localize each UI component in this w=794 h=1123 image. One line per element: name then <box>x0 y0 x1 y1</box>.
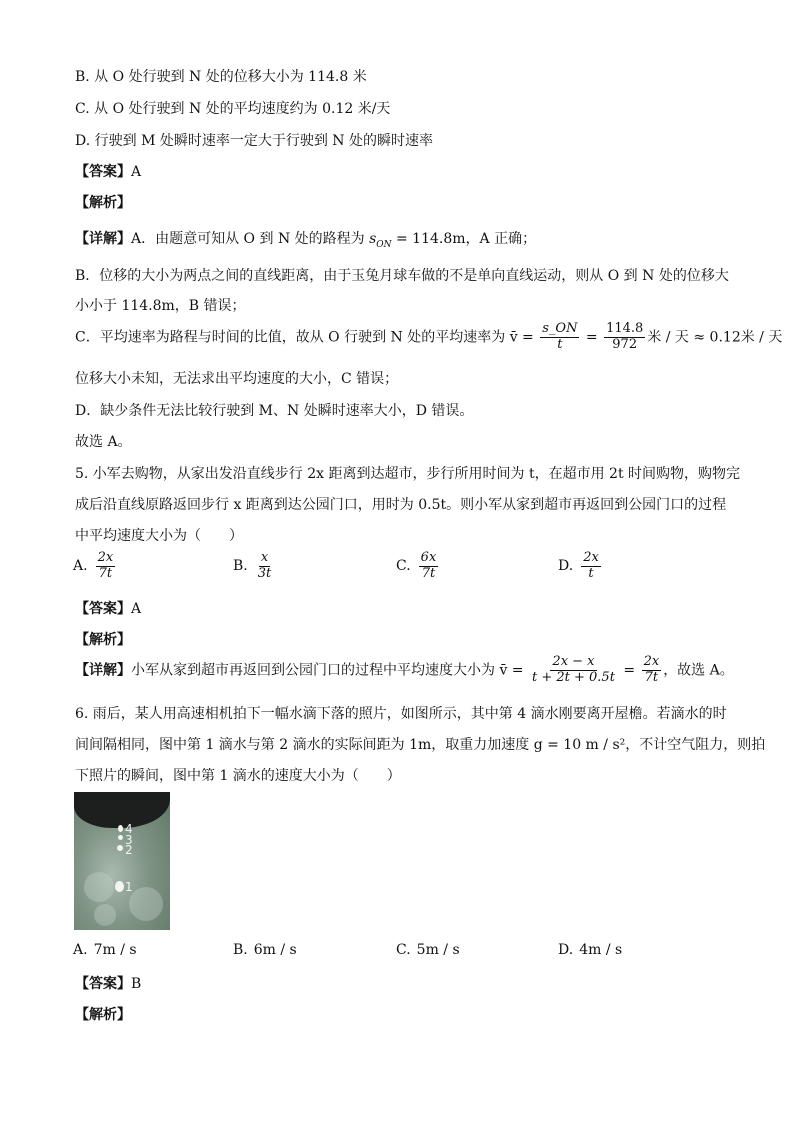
detail-tag: 【详解】 <box>75 231 131 247</box>
q5-option-a <box>73 551 117 582</box>
answer-value: A <box>131 164 142 180</box>
q6-stem-3: 下照片的瞬间，图中第 1 滴水的速度大小为（ ） <box>75 768 401 784</box>
detail-a-subscript: ON <box>376 239 392 250</box>
drop-label-4: 4 <box>125 822 133 836</box>
q5-analysis-tag: 【解析】 <box>75 632 131 648</box>
option-label: D. <box>558 942 574 958</box>
detail-c-post: 米 / 天 ≈ 0.12米 / 天 <box>647 329 783 346</box>
option-text: 5m / s <box>416 942 460 958</box>
answer-tag: 【答案】 <box>75 164 131 180</box>
q5-stem-2: 成后沿直线原路返回步行 x 距离到达公园门口，用时为 0.5t。则小军从家到超市再返回到公园门口的过程 <box>75 497 727 513</box>
option-text: 7m / s <box>93 942 137 958</box>
q4-detail-b-2: 小小于 114.8m，B 错误； <box>75 298 246 314</box>
q4-option-b: B. 从 O 处行驶到 N 处的位移大小为 114.8 米 <box>75 69 367 85</box>
detail-a-text: A．由题意可知从 O 到 N 处的路程为 <box>131 231 370 247</box>
detail-c-text: C．平均速率为路程与时间的比值，故从 O 行驶到 N 处的平均速率为 v̄ = <box>75 329 539 346</box>
option-text: 6m / s <box>253 942 297 958</box>
answer-tag: 【答案】 <box>75 601 131 617</box>
detail-a-value: = 114.8m <box>391 231 466 247</box>
water-drop-2 <box>117 845 123 851</box>
water-drop-3 <box>118 835 123 840</box>
bokeh-blob <box>129 887 163 921</box>
fraction-numerator: x <box>260 550 269 565</box>
option-label: C. <box>396 558 411 575</box>
drop-label-3: 3 <box>125 833 133 847</box>
fraction-numerator: 2x − x <box>552 654 595 669</box>
fraction-value <box>604 322 645 353</box>
fraction-numerator: s_ON <box>542 321 578 336</box>
fraction-denominator: t <box>557 336 563 352</box>
q6-stem-1: 6. 雨后，某人用高速相机拍下一幅水滴下落的照片，如图所示，其中第 4 滴水刚要离开屋檐。若滴水的时 <box>75 706 727 722</box>
fraction-denominator: 972 <box>612 336 638 352</box>
q4-conclusion: 故选 A。 <box>75 434 132 450</box>
detail-a-post: ，A 正确； <box>465 231 537 247</box>
option-label: D. <box>558 558 574 575</box>
fraction-denominator: t + 2t + 0.5t <box>532 669 615 685</box>
option-label: A. <box>73 558 88 575</box>
q5-option-c <box>396 551 440 582</box>
q4-option-c: C. 从 O 处行驶到 N 处的平均速度约为 0.12 米/天 <box>75 101 391 117</box>
detail-a-symbol: s <box>369 231 377 247</box>
eave-shape <box>74 792 170 828</box>
q4-analysis-tag: 【解析】 <box>75 195 131 211</box>
fraction-denominator: 3t <box>257 565 272 581</box>
q5-answer <box>75 598 141 618</box>
fraction-numerator: 114.8 <box>606 321 644 336</box>
equals: = <box>618 662 640 679</box>
option-label: A. <box>73 942 88 958</box>
bokeh-blob <box>94 904 116 926</box>
q5-detail <box>75 655 734 686</box>
q4-detail-b-1: B．位移的大小为两点之间的直线距离，由于玉兔月球车做的不是单向直线运动，则从 O 到 N 处的位移大 <box>75 268 729 284</box>
answer-value: B <box>131 976 142 992</box>
fraction-denominator: 7t <box>644 669 659 685</box>
answer-tag: 【答案】 <box>75 976 131 992</box>
q6-answer <box>75 973 141 993</box>
fraction-denominator: 7t <box>421 565 436 581</box>
fraction-expression <box>530 655 617 686</box>
option-label: C. <box>396 942 411 958</box>
q4-detail-c <box>75 322 782 353</box>
fraction-sON-over-t <box>540 322 579 353</box>
option-text: 4m / s <box>579 942 623 958</box>
water-drop-4 <box>118 825 123 832</box>
q6-option-a <box>73 942 137 958</box>
drop-label-2: 2 <box>125 843 133 857</box>
q6-option-d <box>558 942 622 958</box>
detail-post: ，故选 A。 <box>663 662 734 679</box>
q5-option-b <box>233 551 275 582</box>
q6-stem-2: 间间隔相同，图中第 1 滴水与第 2 滴水的实际间距为 1m，取重力加速度 g = 10 m / s²，不计空气阻力，则拍 <box>75 737 766 753</box>
q6-option-b <box>233 942 297 958</box>
fraction-denominator: 7t <box>98 565 113 581</box>
detail-text: 小军从家到超市再返回到公园门口的过程中平均速度大小为 v̄ = <box>131 662 528 679</box>
q5-stem-1: 5. 小军去购物，从家出发沿直线步行 2x 距离到达超市，步行所用时间为 t，在超市用 2t 时间购物，购物完 <box>75 466 741 482</box>
q4-detail-c-2: 位移大小未知，无法求出平均速度的大小，C 错误； <box>75 371 399 387</box>
q4-detail-d: D．缺少条件无法比较行驶到 M、N 处瞬时速率大小，D 错误。 <box>75 403 474 419</box>
drop-label-1: 1 <box>125 880 133 894</box>
fraction-numerator: 2x <box>643 654 660 669</box>
option-label: B. <box>233 942 248 958</box>
q4-answer <box>75 161 141 181</box>
q4-detail-a <box>75 228 536 250</box>
q5-stem-3: 中平均速度大小为（ ） <box>75 528 243 544</box>
q6-option-c <box>396 942 460 958</box>
detail-tag: 【详解】 <box>75 662 131 679</box>
q5-option-d <box>558 551 603 582</box>
fraction-numerator: 2x <box>97 550 114 565</box>
fraction-denominator: t <box>588 565 594 581</box>
bokeh-blob <box>84 872 114 902</box>
fraction-numerator: 6x <box>420 550 437 565</box>
equals: = <box>581 329 603 346</box>
option-label: B. <box>233 558 248 575</box>
water-drop-photo <box>74 792 170 930</box>
answer-value: A <box>131 601 142 617</box>
q6-analysis-tag: 【解析】 <box>75 1007 131 1023</box>
fraction-result <box>642 655 662 686</box>
q4-option-d: D. 行驶到 M 处瞬时速率一定大于行驶到 N 处的瞬时速率 <box>75 133 434 149</box>
fraction-numerator: 2x <box>583 550 599 565</box>
water-drop-1 <box>115 881 124 892</box>
